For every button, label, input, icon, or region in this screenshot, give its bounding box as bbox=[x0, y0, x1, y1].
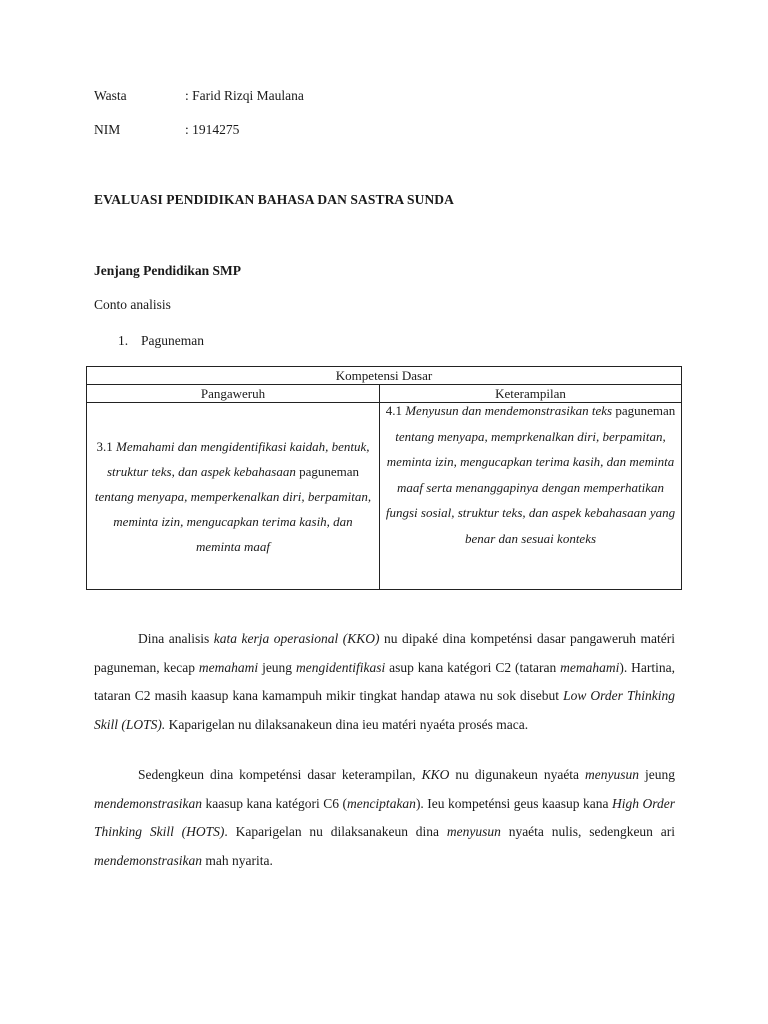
document-title: EVALUASI PENDIDIKAN BAHASA DAN SASTRA SUNDA bbox=[94, 192, 454, 207]
paragraph-hots-analysis: Sedengkeun dina kompeténsi dasar keterampilan, KKO nu digunakeun nyaéta menyusun jeung mendemonstrasikan kaasup kana katégori C6 (menciptakan). Ieu kompeténsi geus kaasup kana High Order Thinking Skill (HOTS). Kaparigelan nu dilaksanakeun dina menyusun nyaéta nulis, sedengkeun ari mendemonstrasikan mah nyarita. bbox=[94, 767, 675, 868]
name-value: : Farid Rizqi Maulana bbox=[185, 88, 304, 103]
name-label: Wasta bbox=[94, 88, 127, 103]
kd-number: 4.1 bbox=[385, 403, 402, 418]
intro-text: Conto analisis bbox=[94, 297, 171, 312]
competency-table bbox=[86, 366, 682, 590]
kd-italic-text: Menyusun dan mendemonstrasikan teks bbox=[405, 403, 613, 418]
column-header-keterampilan: Keterampilan bbox=[380, 385, 682, 403]
nim-value: : 1914275 bbox=[185, 122, 240, 137]
nim-label: NIM bbox=[94, 122, 121, 137]
table-cell-keterampilan bbox=[380, 403, 682, 590]
list-item-text: Paguneman bbox=[141, 333, 204, 348]
kd-plain-text: paguneman bbox=[299, 463, 359, 479]
table-header: Kompetensi Dasar bbox=[87, 367, 682, 385]
column-header-pangaweruh: Pangaweruh bbox=[87, 385, 380, 403]
section-heading: Jenjang Pendidikan SMP bbox=[94, 263, 242, 278]
list-number: 1. bbox=[118, 333, 129, 348]
kd-italic-text: Memahami dan mengidentifikasi kaidah, bentuk, struktur teks, dan aspek kebahasaan bbox=[106, 438, 370, 479]
kd-plain-text: paguneman bbox=[615, 403, 676, 418]
kd-italic-text: tentang menyapa, memperkenalkan diri, berpamitan, meminta izin, mengucapkan terima kasih, dan meminta maaf bbox=[94, 488, 372, 554]
paragraph-lots-analysis: Dina analisis kata kerja operasional (KKO) nu dipaké dina kompeténsi dasar pangaweruh matéri paguneman, kecap memahami jeung mengidentifikasi asup kana katégori C2 (tataran memahami). Hartina, tataran C2 masih kaasup kana kamampuh mikir tingkat handap atawa nu sok disebut Low Order Thinking Skill (LOTS). Kaparigelan nu dilaksanakeun dina ieu matéri nyaéta prosés maca. bbox=[94, 631, 676, 732]
kd-number: 3.1 bbox=[96, 438, 113, 454]
kd-italic-text: tentang menyapa, memprkenalkan diri, berpamitan, meminta izin, mengucapkan terima kasih, dan meminta maaf serta menanggapinya dengan memperhatikan fungsi sosial, struktur teks, dan aspek kebahasaan yang benar dan sesuai konteks bbox=[385, 428, 676, 546]
table-cell-pangaweruh bbox=[87, 403, 380, 590]
